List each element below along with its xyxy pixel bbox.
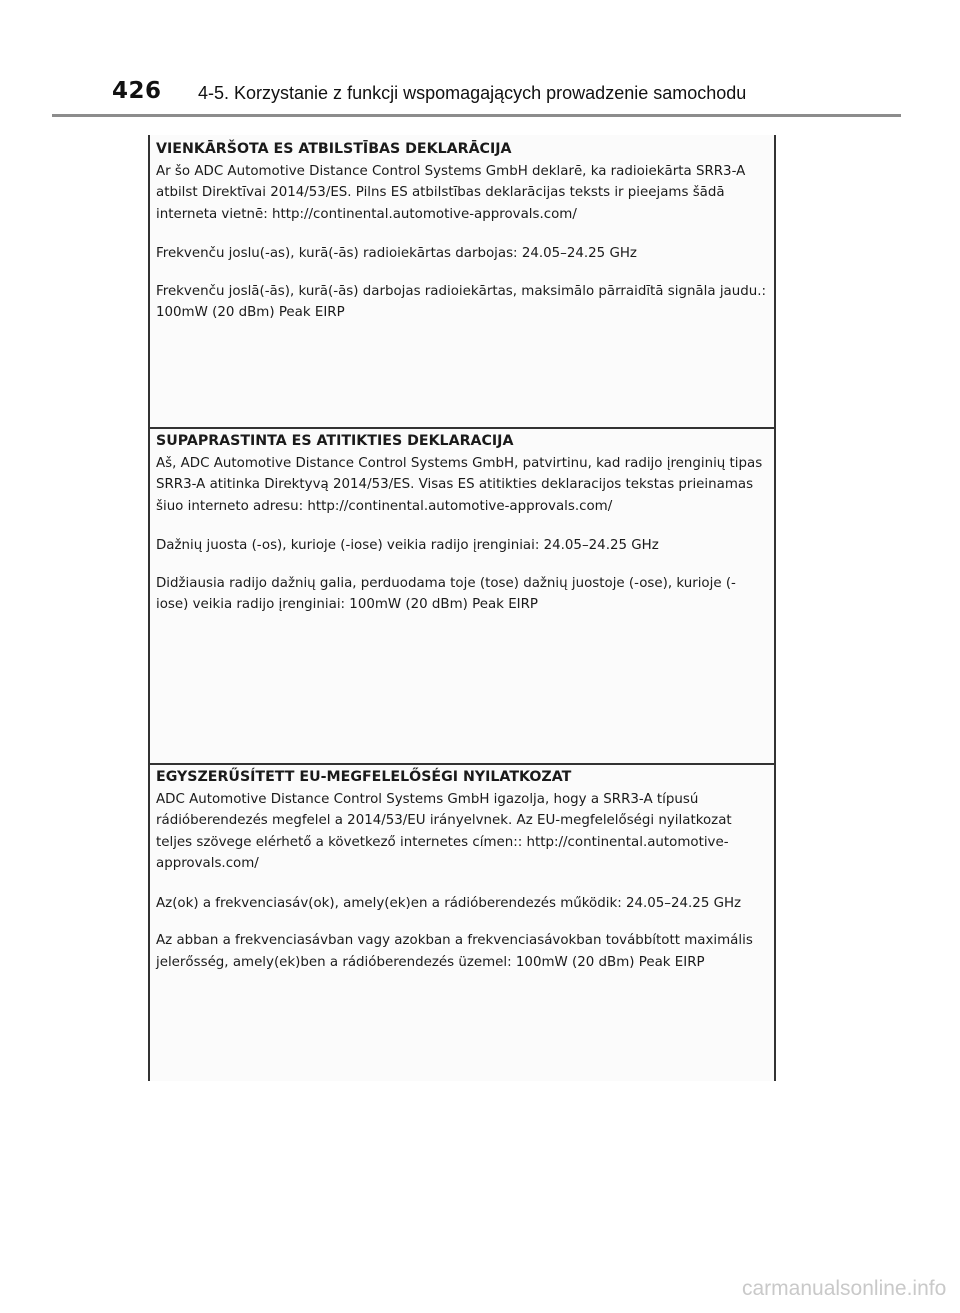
declaration-lithuanian — [150, 427, 774, 759]
page-header — [0, 0, 960, 115]
declaration-frequency-band: Frekvenču joslu(-as), kurā(-ās) radioiekārtas darbojas: 24.05–24.25 GHz — [156, 246, 637, 261]
declaration-max-power: Az abban a frekvenciasávban vagy azokban a frekvenciasávokban továbbított maximális jelerősség, amely(ek)ben a rádióberendezés üzemel: 100mW (20 dBm) Peak EIRP — [156, 933, 753, 970]
declaration-title: SUPAPRASTINTA ES ATITIKTIES DEKLARACIJA — [156, 433, 514, 449]
declaration-intro: ADC Automotive Distance Control Systems GmbH igazolja, hogy a SRR3-A típusú rádióberendezés megfelel a 2014/53/EU irányelvnek. Az EU-megfelelőségi nyilatkozat teljes szövege elérhető a következő internetes címen:: http://continental.automotive-approvals.com/ — [156, 791, 732, 871]
declaration-frequency-band: Dažnių juosta (-os), kurioje (-iose) veikia radijo įrenginiai: 24.05–24.25 GHz — [156, 538, 659, 553]
declaration-title: EGYSZERŰSÍTETT EU-MEGFELELŐSÉGI NYILATKOZAT — [156, 769, 572, 785]
header-divider — [52, 114, 901, 117]
page-number: 426 — [112, 78, 162, 104]
declaration-title: VIENKĀRŠOTA ES ATBILSTĪBAS DEKLARĀCIJA — [156, 141, 512, 157]
site-watermark: carmanualsonline.info — [742, 1277, 947, 1300]
declaration-max-power: Didžiausia radijo dažnių galia, perduodama toje (tose) dažnių juostoje (-ose), kurioje (-iose) veikia radijo įrenginiai: 100mW (20 dBm) Peak EIRP — [156, 575, 736, 612]
declaration-scan — [148, 135, 776, 1081]
declaration-frequency-band: Az(ok) a frekvenciasáv(ok), amely(ek)en a rádióberendezés működik: 24.05–24.25 GHz — [156, 895, 742, 911]
declaration-latvian — [150, 139, 774, 421]
declaration-intro: Aš, ADC Automotive Distance Control Systems GmbH, patvirtinu, kad radijo įrenginių tipas SRR3-A atitinka Direktyvą 2014/53/ES. Visas ES atitikties deklaracijos tekstas prieinamas šiuo interneto adresu: http://continental.automotive-approvals.com/ — [156, 455, 763, 514]
declaration-max-power: Frekvenču joslā(-ās), kurā(-ās) darbojas radioiekārtas, maksimālo pārraidītā signāla jaudu.: 100mW (20 dBm) Peak EIRP — [156, 283, 766, 320]
declaration-hungarian — [150, 763, 774, 1081]
section-title: 4-5. Korzystanie z funkcji wspomagających prowadzenie samochodu — [198, 83, 747, 103]
declaration-intro: Ar šo ADC Automotive Distance Control Systems GmbH deklarē, ka radioiekārta SRR3-A atbilst Direktīvai 2014/53/ES. Pilns ES atbilstības deklarācijas teksts ir pieejams šādā interneta vietnē: http://continental.automotive-approvals.com/ — [156, 163, 746, 222]
